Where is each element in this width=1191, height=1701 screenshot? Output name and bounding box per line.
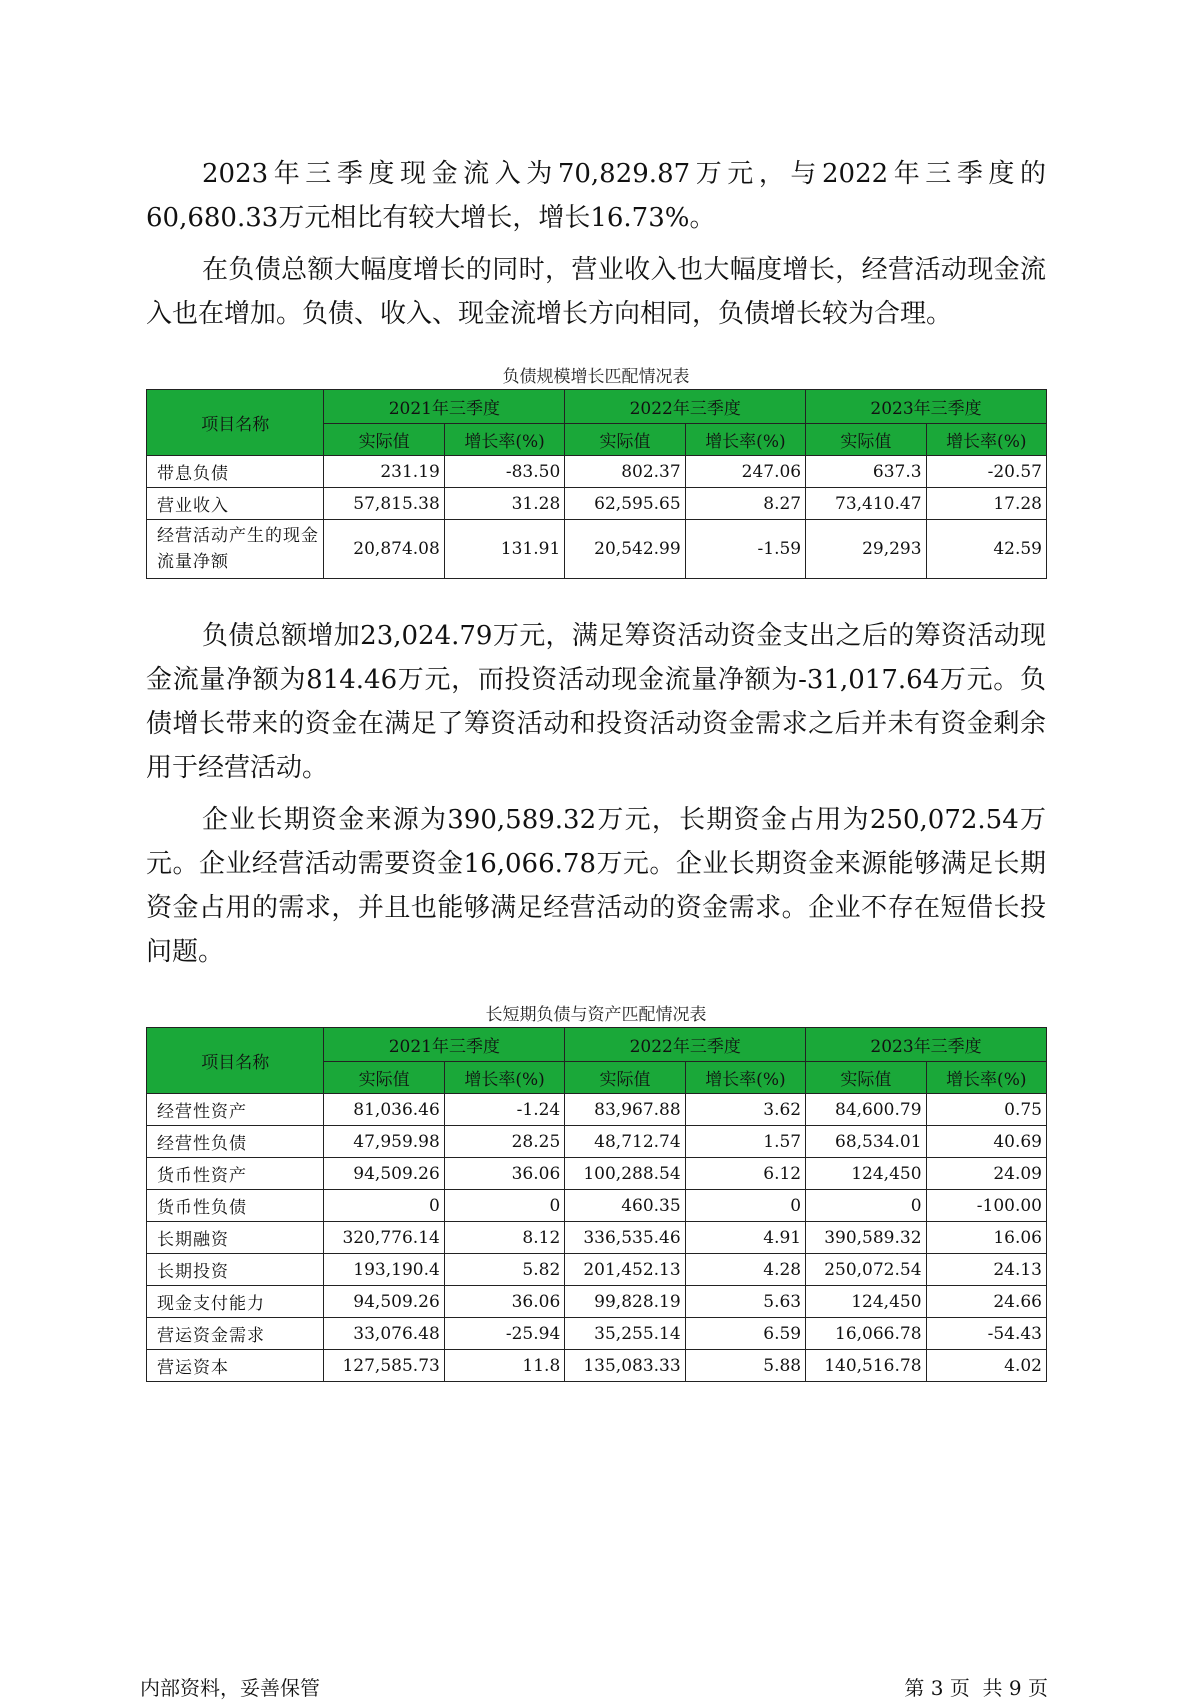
table-cell: -1.24 [444, 1094, 564, 1126]
table-cell: 68,534.01 [806, 1126, 926, 1158]
table-cell: 17.28 [926, 488, 1046, 520]
row-label: 货币性资产 [147, 1158, 324, 1190]
period-header: 2022年三季度 [565, 1028, 806, 1062]
table-cell: 33,076.48 [324, 1318, 444, 1350]
table-cell: 0 [444, 1190, 564, 1222]
table-cell: 62,595.65 [565, 488, 685, 520]
table-cell: 100,288.54 [565, 1158, 685, 1190]
table-cell: 4.02 [926, 1350, 1046, 1382]
table-cell: 81,036.46 [324, 1094, 444, 1126]
table-cell: -54.43 [926, 1318, 1046, 1350]
row-label: 营运资本 [147, 1350, 324, 1382]
table-cell: 336,535.46 [565, 1222, 685, 1254]
table-cell: 231.19 [324, 456, 444, 488]
row-label: 长期投资 [147, 1254, 324, 1286]
table-cell: 8.27 [685, 488, 805, 520]
table-cell: 460.35 [565, 1190, 685, 1222]
footer-page-number: 第 3 页 共 9 页 [904, 1676, 1048, 1700]
table-cell: 16.06 [926, 1222, 1046, 1254]
table-row [147, 520, 1047, 579]
table-cell: 48,712.74 [565, 1126, 685, 1158]
table-cell: 99,828.19 [565, 1286, 685, 1318]
table-cell: 29,293 [806, 520, 926, 579]
table-cell: 16,066.78 [806, 1318, 926, 1350]
table-cell: 11.8 [444, 1350, 564, 1382]
table-cell: 127,585.73 [324, 1350, 444, 1382]
table-asset-liability-match [146, 1027, 1047, 1382]
table-cell: 84,600.79 [806, 1094, 926, 1126]
table-cell: 31.28 [444, 488, 564, 520]
table-cell: 4.91 [685, 1222, 805, 1254]
column-header: 增长率(%) [444, 1062, 564, 1094]
table-cell: 390,589.32 [806, 1222, 926, 1254]
column-header: 实际值 [806, 424, 926, 456]
row-label: 营业收入 [147, 488, 324, 520]
table-liability-growth [146, 389, 1047, 579]
footer-confidential: 内部资料，妥善保管 [140, 1676, 320, 1700]
table-cell: 24.09 [926, 1158, 1046, 1190]
period-header: 2021年三季度 [324, 390, 565, 424]
table-row [147, 488, 1047, 520]
row-label: 现金支付能力 [147, 1286, 324, 1318]
table-cell: -25.94 [444, 1318, 564, 1350]
row-label: 经营性负债 [147, 1126, 324, 1158]
table-cell: 94,509.26 [324, 1286, 444, 1318]
table-row [147, 1318, 1047, 1350]
row-label: 长期融资 [147, 1222, 324, 1254]
table-row [147, 1254, 1047, 1286]
table-row [147, 1158, 1047, 1190]
table-cell: 0 [685, 1190, 805, 1222]
table-cell: -100.00 [926, 1190, 1046, 1222]
table-cell: 24.13 [926, 1254, 1046, 1286]
table-cell: 140,516.78 [806, 1350, 926, 1382]
table-cell: 83,967.88 [565, 1094, 685, 1126]
row-label: 经营活动产生的现金流量净额 [147, 520, 324, 579]
table-cell: 6.59 [685, 1318, 805, 1350]
table-cell: 193,190.4 [324, 1254, 444, 1286]
table-cell: 94,509.26 [324, 1158, 444, 1190]
column-header: 实际值 [565, 424, 685, 456]
column-header: 实际值 [806, 1062, 926, 1094]
table-cell: 5.82 [444, 1254, 564, 1286]
table-cell: 802.37 [565, 456, 685, 488]
table-row [147, 1190, 1047, 1222]
table-cell: -83.50 [444, 456, 564, 488]
table2-caption: 长短期负债与资产匹配情况表 [485, 1005, 707, 1025]
paragraph-financing: 负债总额增加23,024.79万元，满足筹资活动资金支出之后的筹资活动现金流量净额为814.46万元，而投资活动现金流量净额为-31,017.64万元。负债增长带来的资金在满足了筹资活动和投资活动资金需求之后并未有资金剩余用于经营活动。 [146, 621, 1046, 783]
table-cell: 42.59 [926, 520, 1046, 579]
table-cell: 24.66 [926, 1286, 1046, 1318]
table-cell: 1.57 [685, 1126, 805, 1158]
row-label: 营运资金需求 [147, 1318, 324, 1350]
table-cell: 124,450 [806, 1286, 926, 1318]
period-header: 2023年三季度 [806, 390, 1047, 424]
column-header: 实际值 [324, 424, 444, 456]
period-header: 2021年三季度 [324, 1028, 565, 1062]
table-cell: 73,410.47 [806, 488, 926, 520]
paragraph-cash-inflow: 2023年三季度现金流入为70,829.87万元，与2022年三季度的60,680.33万元相比有较大增长，增长16.73%。 [146, 159, 1046, 233]
column-header: 实际值 [324, 1062, 444, 1094]
table-cell: 0 [324, 1190, 444, 1222]
table-row [147, 1126, 1047, 1158]
table-cell: 36.06 [444, 1286, 564, 1318]
table-row [147, 1094, 1047, 1126]
item-header: 项目名称 [147, 1028, 324, 1094]
table-cell: 320,776.14 [324, 1222, 444, 1254]
table-cell: 247.06 [685, 456, 805, 488]
table-cell: 250,072.54 [806, 1254, 926, 1286]
table-cell: 4.28 [685, 1254, 805, 1286]
table-row [147, 1222, 1047, 1254]
table1-caption: 负债规模增长匹配情况表 [502, 367, 690, 387]
row-label: 货币性负债 [147, 1190, 324, 1222]
table-cell: 5.63 [685, 1286, 805, 1318]
table-cell: 0.75 [926, 1094, 1046, 1126]
table-cell: 8.12 [444, 1222, 564, 1254]
table-cell: 5.88 [685, 1350, 805, 1382]
column-header: 增长率(%) [685, 424, 805, 456]
column-header: 增长率(%) [685, 1062, 805, 1094]
paragraph-liability-growth: 在负债总额大幅度增长的同时，营业收入也大幅度增长，经营活动现金流入也在增加。负债、收入、现金流增长方向相同，负债增长较为合理。 [146, 255, 1046, 329]
column-header: 增长率(%) [926, 1062, 1046, 1094]
table-cell: 6.12 [685, 1158, 805, 1190]
column-header: 实际值 [565, 1062, 685, 1094]
row-label: 带息负债 [147, 456, 324, 488]
table-cell: 28.25 [444, 1126, 564, 1158]
paragraph-long-term-funding: 企业长期资金来源为390,589.32万元，长期资金占用为250,072.54万元。企业经营活动需要资金16,066.78万元。企业长期资金来源能够满足长期资金占用的需求，并且也能够满足经营活动的资金需求。企业不存在短借长投问题。 [146, 805, 1046, 967]
table-cell: 0 [806, 1190, 926, 1222]
table-row [147, 1350, 1047, 1382]
table-cell: 201,452.13 [565, 1254, 685, 1286]
table-cell: 36.06 [444, 1158, 564, 1190]
table-cell: -20.57 [926, 456, 1046, 488]
table-row [147, 1286, 1047, 1318]
table-cell: 35,255.14 [565, 1318, 685, 1350]
item-header: 项目名称 [147, 390, 324, 456]
column-header: 增长率(%) [926, 424, 1046, 456]
table-cell: -1.59 [685, 520, 805, 579]
column-header: 增长率(%) [444, 424, 564, 456]
table-cell: 20,542.99 [565, 520, 685, 579]
period-header: 2022年三季度 [565, 390, 806, 424]
period-header: 2023年三季度 [806, 1028, 1047, 1062]
table-cell: 47,959.98 [324, 1126, 444, 1158]
table-cell: 131.91 [444, 520, 564, 579]
table-cell: 40.69 [926, 1126, 1046, 1158]
table-cell: 57,815.38 [324, 488, 444, 520]
table-row [147, 456, 1047, 488]
table-cell: 637.3 [806, 456, 926, 488]
row-label: 经营性资产 [147, 1094, 324, 1126]
table-cell: 3.62 [685, 1094, 805, 1126]
table-cell: 124,450 [806, 1158, 926, 1190]
table-cell: 135,083.33 [565, 1350, 685, 1382]
table-cell: 20,874.08 [324, 520, 444, 579]
